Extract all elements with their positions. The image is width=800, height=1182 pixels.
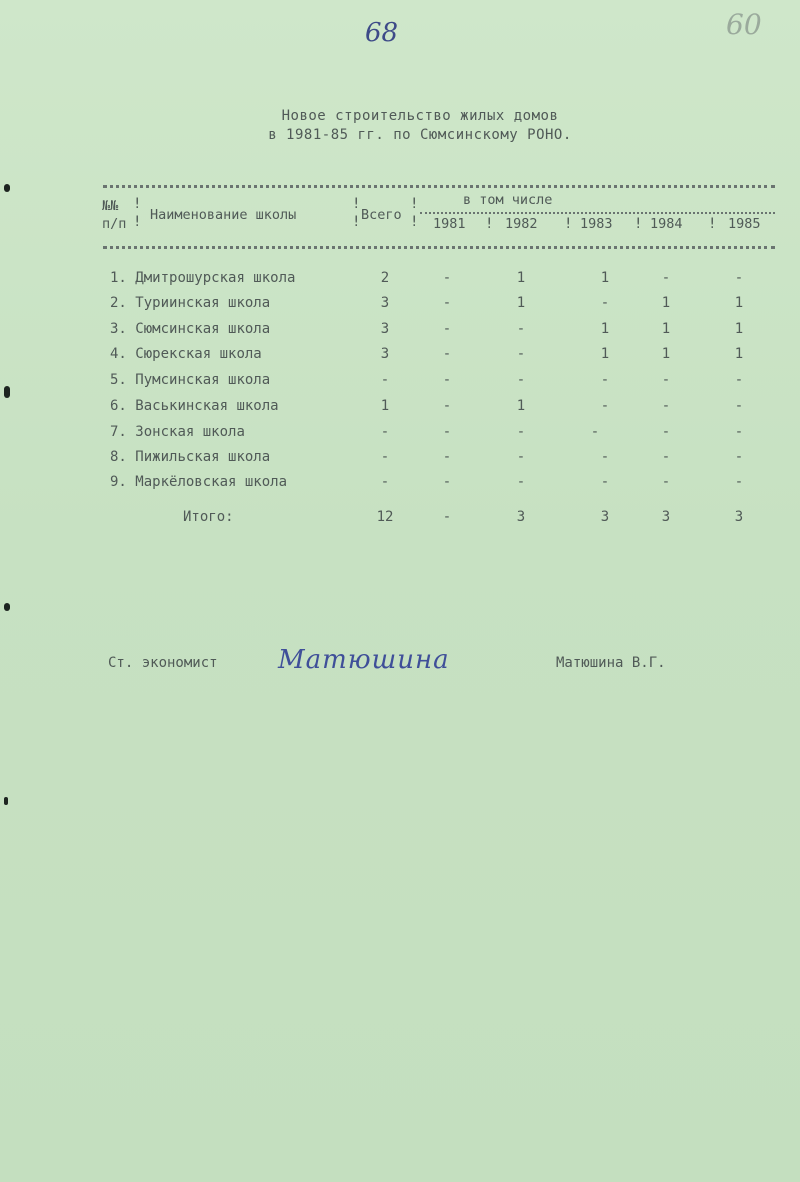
- row-1983: 1: [600, 321, 610, 337]
- header-including: в том числе: [463, 192, 553, 208]
- row-1984: -: [661, 398, 671, 414]
- table-row: [110, 372, 270, 388]
- row-1982: -: [516, 372, 526, 388]
- table-row: [110, 295, 270, 311]
- row-1981: -: [442, 449, 452, 465]
- table-row: [110, 424, 245, 440]
- totals-1984: 3: [661, 509, 671, 525]
- totals-1982: 3: [516, 509, 526, 525]
- header-year-1981: 1981: [433, 216, 466, 232]
- school-name: Пижильская школа: [135, 449, 271, 465]
- header-year-1984: 1984: [650, 216, 683, 232]
- table-row: [110, 398, 279, 414]
- header-num-2: п/п: [102, 216, 127, 232]
- row-1984: -: [661, 270, 671, 286]
- row-1981: -: [442, 398, 452, 414]
- row-1985: -: [734, 398, 744, 414]
- document-title-line-1: Новое строительство жилых домов: [281, 108, 559, 124]
- row-1981: -: [442, 474, 452, 490]
- row-1983: 1: [600, 346, 610, 362]
- row-1984: 1: [661, 321, 671, 337]
- row-1981: -: [442, 270, 452, 286]
- row-1985: 1: [734, 321, 744, 337]
- handwritten-signature: Матюшина: [278, 645, 450, 675]
- archive-number: 60: [726, 8, 762, 41]
- row-1983: -: [600, 295, 610, 311]
- punch-mark: [4, 603, 10, 611]
- document-page: 68 60 Новое строительство жилых домов в 1981-85 гг. по Сюмсинскому РОНО. №№ п/п ! ! Наименование школы ! ! Всего ! ! в том числе 1981 ! 1982 ! 1983 ! 1984 ! 1985 1. Дмитрошурская школа 2 - 1 1 - - 2. Туриинская школа 3 - 1 - 1 1 3. Сюмсинская школа 3 - - 1 1 1 4. Сюрекская школа 3 - - 1 1 1 5. Пумсинская школа - - - - - - 6. Васькинская школа 1 - 1 - - - 7. Зонская школа - - - - - - 8. Пижильская школа - - - - - - 9. Маркёловская школа - - - - - - Итого: 12 - 3 3 3 3 Ст. экономист Матюшина Матюшина В.Г.: [0, 0, 800, 1182]
- header-name: Наименование школы: [150, 207, 297, 223]
- row-num: 1.: [110, 270, 127, 286]
- document-title-line-2: в 1981-85 гг. по Сюмсинскому РОНО.: [268, 127, 572, 143]
- row-1981: -: [442, 295, 452, 311]
- punch-mark: [4, 797, 8, 805]
- school-name: Зонская школа: [135, 424, 245, 440]
- row-1983: 1: [600, 270, 610, 286]
- row-1982: -: [516, 474, 526, 490]
- page-number: 68: [365, 18, 399, 48]
- row-num: 4.: [110, 346, 127, 362]
- school-name: Сюмсинская школа: [135, 321, 271, 337]
- school-name: Сюрекская школа: [135, 346, 262, 362]
- row-total: 3: [380, 295, 390, 311]
- row-1982: 1: [516, 295, 526, 311]
- school-name: Маркёловская школа: [135, 474, 288, 490]
- school-name: Туриинская школа: [135, 295, 271, 311]
- row-num: 3.: [110, 321, 127, 337]
- school-name: Дмитрошурская школа: [135, 270, 296, 286]
- row-1984: 1: [661, 346, 671, 362]
- header-num: №№: [102, 198, 119, 214]
- row-1981: -: [442, 321, 452, 337]
- header-year-1983: 1983: [580, 216, 613, 232]
- header-total: Всего: [361, 207, 402, 223]
- row-num: 8.: [110, 449, 127, 465]
- row-num: 6.: [110, 398, 127, 414]
- row-num: 9.: [110, 474, 127, 490]
- table-row: [110, 449, 270, 465]
- row-1985: -: [734, 474, 744, 490]
- row-1984: -: [661, 424, 671, 440]
- row-1985: 1: [734, 295, 744, 311]
- row-num: 5.: [110, 372, 127, 388]
- signer-name: Матюшина В.Г.: [556, 655, 666, 671]
- row-num: 2.: [110, 295, 127, 311]
- school-name: Васькинская школа: [135, 398, 279, 414]
- row-1982: -: [516, 321, 526, 337]
- row-1982: 1: [516, 270, 526, 286]
- punch-mark: [4, 386, 10, 398]
- row-1984: -: [661, 449, 671, 465]
- row-total: -: [380, 372, 390, 388]
- row-1985: 1: [734, 346, 744, 362]
- header-year-1982: 1982: [505, 216, 538, 232]
- totals-total: 12: [376, 509, 394, 525]
- row-1983: -: [600, 372, 610, 388]
- school-name: Пумсинская школа: [135, 372, 271, 388]
- row-1985: -: [734, 270, 744, 286]
- table-header-rule: [103, 246, 775, 249]
- row-1981: -: [442, 346, 452, 362]
- row-total: 1: [380, 398, 390, 414]
- row-1983: -: [600, 449, 610, 465]
- row-total: 2: [380, 270, 390, 286]
- table-row: [110, 474, 287, 490]
- row-1982: -: [516, 424, 526, 440]
- table-row: [110, 321, 270, 337]
- totals-1981: -: [442, 509, 452, 525]
- totals-label: Итого:: [183, 509, 234, 525]
- row-1982: -: [516, 449, 526, 465]
- table-row: [110, 270, 295, 286]
- row-total: -: [380, 474, 390, 490]
- row-1985: -: [734, 424, 744, 440]
- totals-1985: 3: [734, 509, 744, 525]
- row-total: -: [380, 424, 390, 440]
- row-1984: 1: [661, 295, 671, 311]
- row-1981: -: [442, 424, 452, 440]
- row-1984: -: [661, 372, 671, 388]
- row-1982: 1: [516, 398, 526, 414]
- row-total: -: [380, 449, 390, 465]
- header-year-1985: 1985: [728, 216, 761, 232]
- row-1984: -: [661, 474, 671, 490]
- table-row: [110, 346, 262, 362]
- row-total: 3: [380, 346, 390, 362]
- row-1983: -: [590, 424, 600, 440]
- row-1985: -: [734, 449, 744, 465]
- row-1983: -: [600, 474, 610, 490]
- years-subheader-rule: [420, 212, 775, 214]
- punch-mark: [4, 184, 10, 192]
- totals-1983: 3: [600, 509, 610, 525]
- table-top-rule: [103, 185, 775, 188]
- row-1982: -: [516, 346, 526, 362]
- signer-position: Ст. экономист: [108, 655, 218, 671]
- row-total: 3: [380, 321, 390, 337]
- row-num: 7.: [110, 424, 127, 440]
- row-1981: -: [442, 372, 452, 388]
- row-1985: -: [734, 372, 744, 388]
- row-1983: -: [600, 398, 610, 414]
